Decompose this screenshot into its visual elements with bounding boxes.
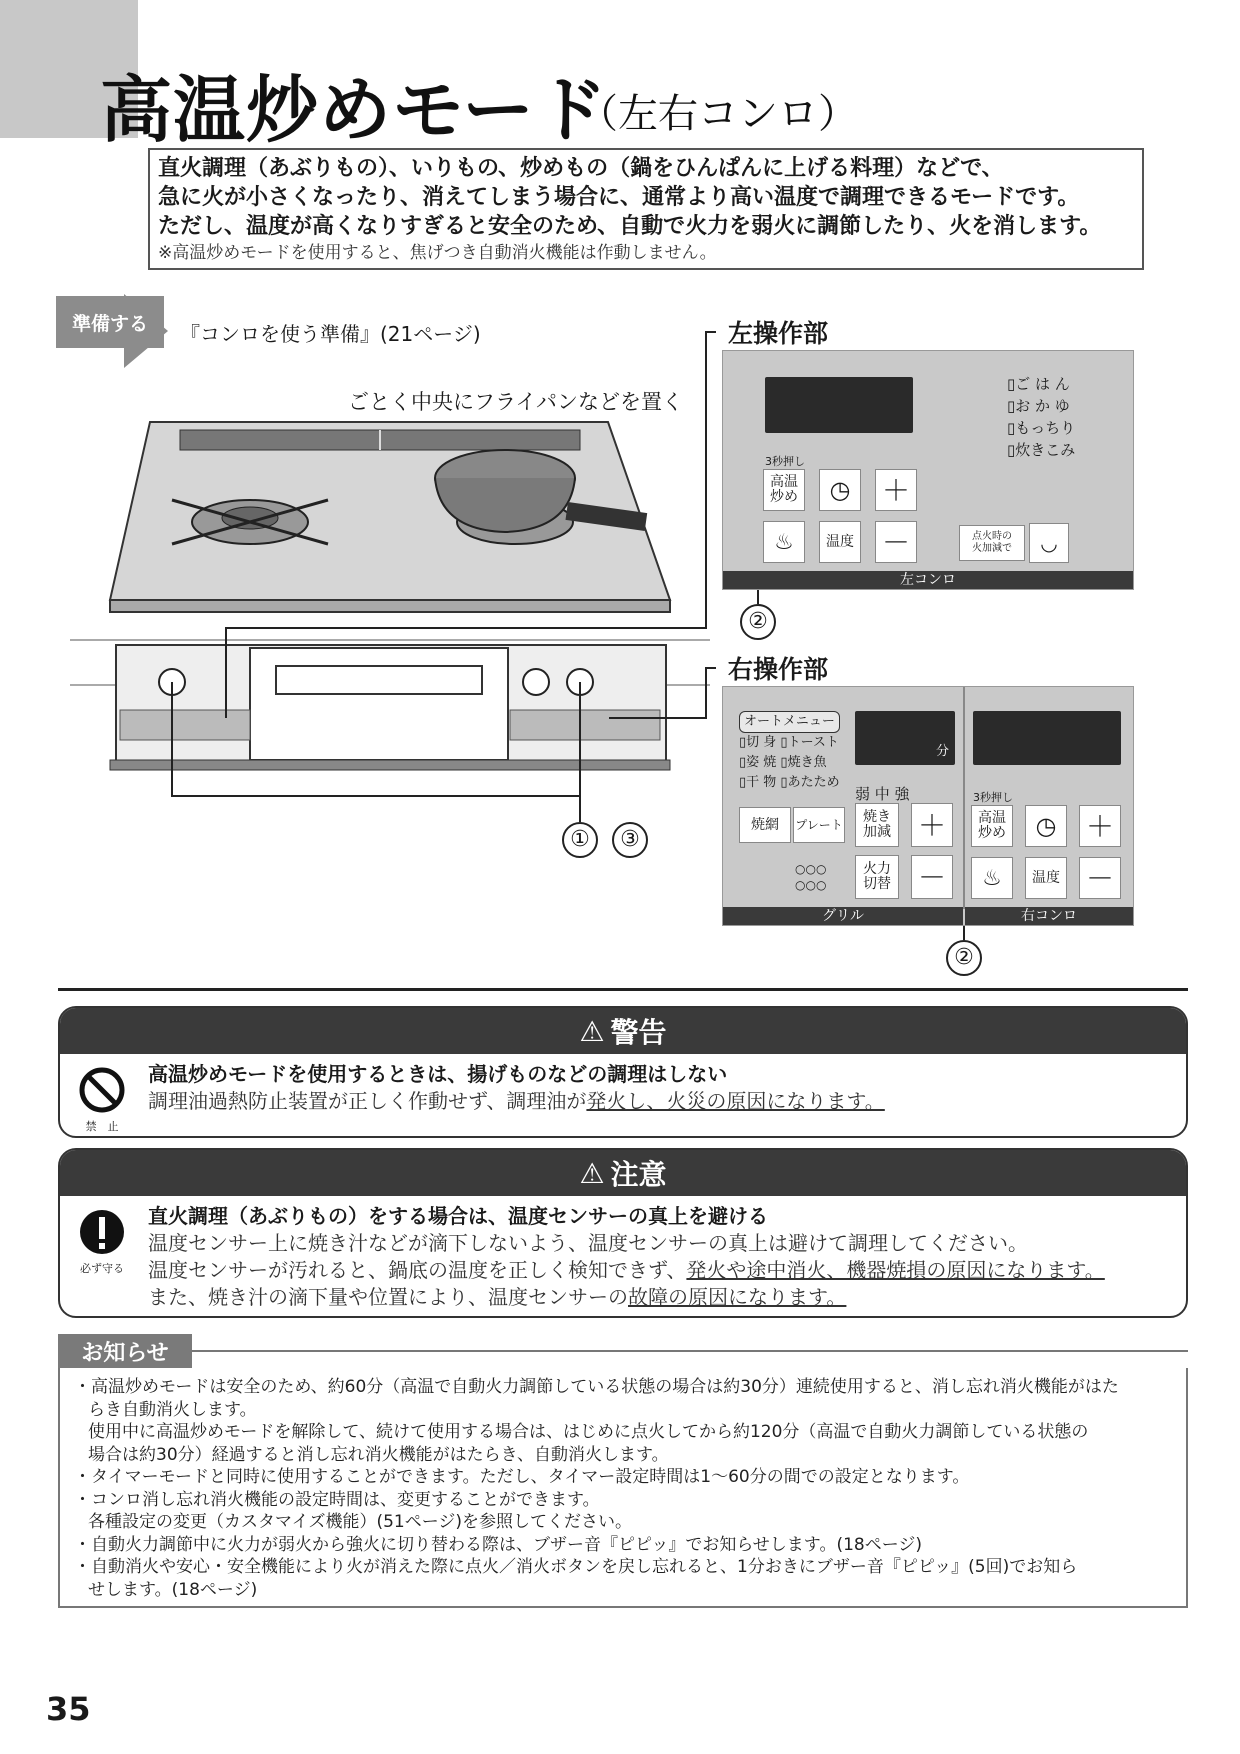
notice-item: ・コンロ消し忘れ消火機能の設定時間は、変更することができます。 各種設定の変更（カスタマイズ機能）(51ページ)を参照してください。 xyxy=(74,1489,633,1532)
kettle-button[interactable] xyxy=(971,857,1013,899)
rice-menu-list xyxy=(1007,373,1075,461)
menu-item: ▯炊きこみ xyxy=(1007,441,1076,459)
flame-indicator xyxy=(795,861,826,893)
grill-power-switch-button[interactable]: 火力 切替 xyxy=(855,855,899,899)
caution-text: 温度センサー上に焼き汁などが滴下しないよう、温度センサーの真上は避けて調理してください。 xyxy=(148,1231,1028,1255)
intro-line: ただし、温度が高くなりすぎると安全のため、自動で火力を弱火に調節したり、火を消します。 xyxy=(158,214,1102,239)
hold-note: 3秒押し xyxy=(765,455,805,468)
menu-item: ▯もっちり xyxy=(1007,419,1076,437)
panel-divider xyxy=(963,687,965,909)
prep-reference: 『コンロを使う準備』(21ページ) xyxy=(180,322,481,346)
warning-triangle-icon: ⚠ xyxy=(579,1156,605,1190)
grill-minus-button[interactable]: － xyxy=(911,855,953,899)
grill-doneness-button[interactable]: 焼き 加減 xyxy=(855,803,899,847)
caution-header xyxy=(60,1150,1186,1196)
left-control-panel xyxy=(722,350,1134,590)
grill-display xyxy=(855,711,955,765)
notice-item: ・高温炒めモードは安全のため、約60分（高温で自動火力調節している状態の場合は約30分）連続使用すると、消し忘れ消火機能がはた らき自動消火します。 使用中に高温炒めモードを解除して、続けて使用する場合は、はじめに点火してから約120分（高温で自動火力調節している状態の 場合は約30分）経過すると消し忘れ消火機能がはたらき、自動消火します。 xyxy=(74,1377,1119,1465)
minus-button[interactable]: － xyxy=(875,521,917,563)
left-panel-label: 左操作部 xyxy=(728,319,829,348)
callout-2-left: ② xyxy=(740,604,776,640)
plate-button[interactable]: プレート xyxy=(793,807,845,843)
left-display xyxy=(765,377,913,433)
warning-box xyxy=(58,1006,1188,1138)
page-title: 高温炒めモード xyxy=(100,68,609,152)
left-panel-footer: 左コンロ xyxy=(723,571,1133,589)
temp-button[interactable]: 温度 xyxy=(819,521,861,563)
caution-title: 直火調理（あぶりもの）をする場合は、温度センサーの真上を避ける xyxy=(148,1204,768,1228)
notice-box xyxy=(58,1368,1188,1608)
hold-note: 3秒押し xyxy=(973,791,1013,804)
stove-caption: ごとく中央にフライパンなどを置く xyxy=(348,390,683,414)
high-temp-stirfry-button[interactable]: 高温 炒め xyxy=(763,469,805,511)
grill-net-button[interactable]: 焼網 xyxy=(739,807,791,843)
menu-item: ▯お か ゆ xyxy=(1007,397,1070,415)
callout-1: ① xyxy=(562,822,598,858)
kettle-icon: ♨ xyxy=(774,529,794,555)
right-panel-footer: 右コンロ xyxy=(965,907,1133,925)
ignite-flame-note: 点火時の 火加減で xyxy=(959,525,1025,561)
timer-icon: ◷ xyxy=(829,475,851,504)
intro-line: 直火調理（あぶりもの）、いりもの、炒めもの（鍋をひんぱんに上げる料理）などで、 xyxy=(158,156,1004,181)
auto-menu-title: オートメニュー xyxy=(739,711,840,733)
intro-note: ※高温炒めモードを使用すると、焦げつき自動消火機能は作動しません。 xyxy=(158,243,717,263)
flame-marks: ○○○ xyxy=(795,862,827,876)
warning-header xyxy=(60,1008,1186,1054)
notice-rule xyxy=(192,1350,1188,1352)
warning-triangle-icon: ⚠ xyxy=(579,1014,605,1048)
right-display xyxy=(973,711,1121,765)
prep-badge: 準備する xyxy=(56,296,164,348)
caution-heading: 注意 xyxy=(610,1158,667,1191)
kettle-icon: ♨ xyxy=(982,865,1002,891)
right-control-panel xyxy=(722,686,1134,926)
lcd-unit: 分 xyxy=(935,744,949,759)
prohibited-label: 禁 止 xyxy=(85,1120,119,1133)
kettle-button[interactable] xyxy=(763,521,805,563)
timer-button[interactable] xyxy=(1025,805,1067,847)
warning-heading: 警告 xyxy=(610,1016,667,1049)
high-temp-stirfry-button[interactable]: 高温 炒め xyxy=(971,805,1013,847)
auto-menu-item: ▯切 身 ▯トースト xyxy=(739,735,839,750)
intro-line: 急に火が小さくなったり、消えてしまう場合に、通常より高い温度で調理できるモードです。 xyxy=(158,185,1080,210)
callout-2-right: ② xyxy=(946,940,982,976)
section-divider xyxy=(58,988,1188,991)
timer-icon: ◷ xyxy=(1035,811,1057,840)
caution-text: 温度センサーが汚れると、鍋底の温度を正しく検知できず、発火や途中消火、機器焼損の原因になります。 xyxy=(148,1258,1105,1282)
auto-menu-item: ▯干 物 ▯あたため xyxy=(739,775,840,790)
warning-title: 高温炒めモードを使用するときは、揚げものなどの調理はしない xyxy=(148,1062,728,1086)
callout-3: ③ xyxy=(612,822,648,858)
warning-text: 調理油過熱防止装置が正しく作動せず、調理油が発火し、火災の原因になります。 xyxy=(148,1089,885,1113)
notice-item: ・自動消火や安心・安全機能により火が消えた際に点火／消火ボタンを戻し忘れると、1分おきにブザー音『ピピッ』(5回)でお知ら せします。(18ページ) xyxy=(74,1557,1078,1600)
rice-bowl-icon: ◡ xyxy=(1040,530,1058,555)
rice-cook-button[interactable] xyxy=(1029,523,1069,563)
plus-button[interactable]: ＋ xyxy=(1079,805,1121,847)
grill-footer: グリル xyxy=(723,907,963,925)
temp-button[interactable]: 温度 xyxy=(1025,857,1067,899)
auto-menu xyxy=(739,711,840,793)
flame-marks: ○○○ xyxy=(795,878,827,892)
plus-button[interactable]: ＋ xyxy=(875,469,917,511)
notice-heading: お知らせ xyxy=(58,1334,192,1368)
mandatory-label: 必ず守る xyxy=(80,1262,124,1275)
caution-box xyxy=(58,1148,1188,1318)
notice-item: ・自動火力調節中に火力が弱火から強火に切り替わる際は、ブザー音『ピピッ』でお知らせします。(18ページ) xyxy=(74,1534,923,1555)
auto-menu-item: ▯姿 焼 ▯焼き魚 xyxy=(739,755,827,770)
page-subtitle: （左右コンロ） xyxy=(578,91,858,137)
right-panel-label: 右操作部 xyxy=(728,655,829,684)
grill-plus-button[interactable]: ＋ xyxy=(911,803,953,847)
timer-button[interactable] xyxy=(819,469,861,511)
caution-text: また、焼き汁の滴下量や位置により、温度センサーの故障の原因になります。 xyxy=(148,1285,847,1309)
mandatory-icon xyxy=(74,1208,130,1276)
prohibited-icon xyxy=(74,1066,130,1134)
notice-item: ・タイマーモードと同時に使用することができます。ただし、タイマー設定時間は1〜60分の間での設定となります。 xyxy=(74,1467,970,1487)
heat-levels: 弱 中 強 xyxy=(855,785,910,803)
page-number: 35 xyxy=(46,1690,91,1728)
minus-button[interactable]: － xyxy=(1079,857,1121,899)
menu-item: ▯ご は ん xyxy=(1007,375,1070,393)
